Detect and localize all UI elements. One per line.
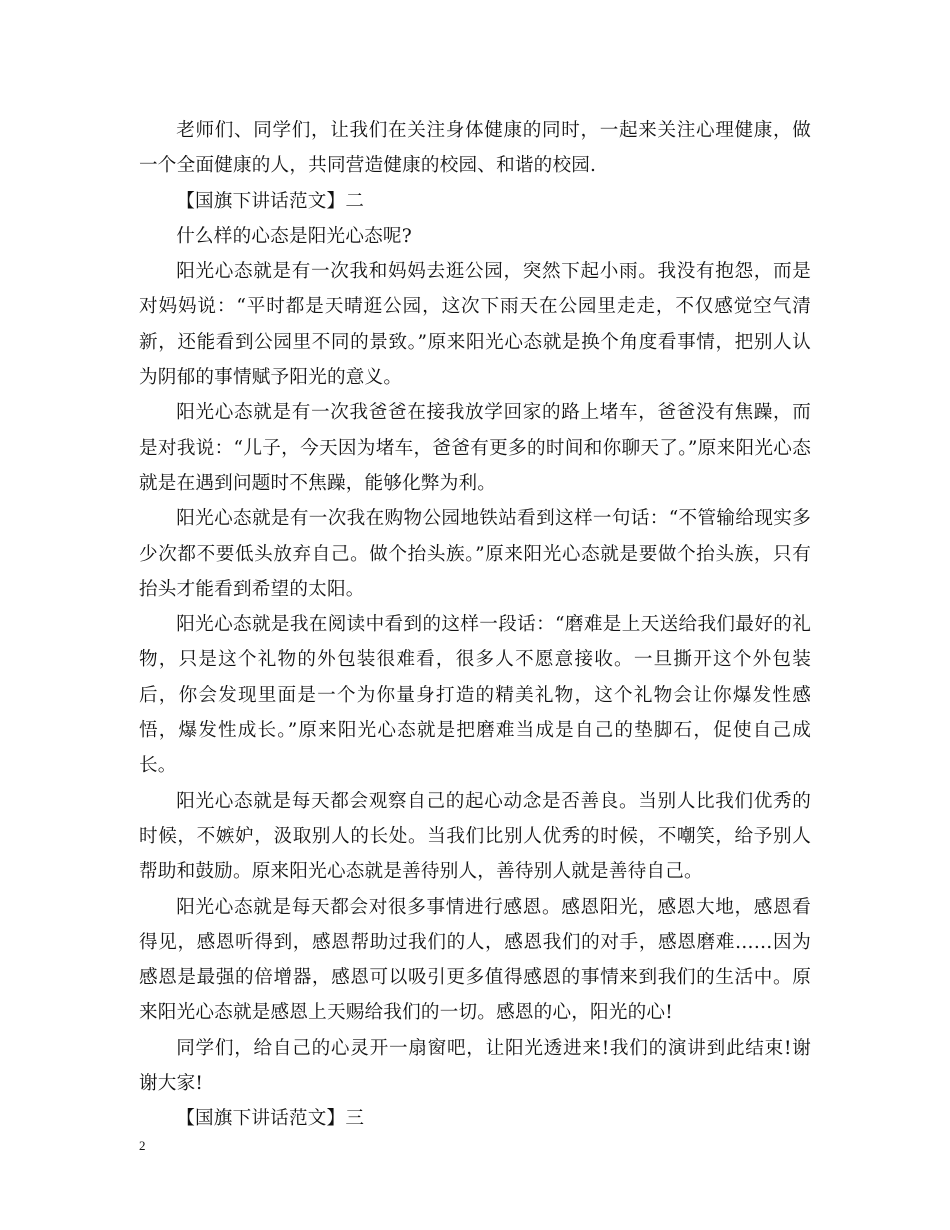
section-heading-two: 【国旗下讲话范文】二 [176,190,365,212]
paragraph-conclusion: 同学们，给自己的心灵开一扇窗吧，让阳光透进来!我们的演讲到此结束!谢谢大家! [139,1037,811,1095]
paragraph-closing-remarks: 老师们、同学们，让我们在关注身体健康的同时，一起来关注心理健康，做一个全面健康的人，共同营造健康的校园、和谐的校园. [139,120,811,177]
page-body [139,113,811,1137]
paragraph-question: 什么样的心态是阳光心态呢? [176,225,412,247]
paragraph-gratitude: 阳光心态就是每天都会对很多事情进行感恩。感恩阳光，感恩大地，感恩看得见，感恩听得到，感恩帮助过我们的人，感恩我们的对手，感恩磨难……因为感恩是最强的倍增器，感恩可以吸引更多值得感恩的事情来到我们的生活中。原来阳光心态就是感恩上天赐给我们的一切。感恩的心，阳光的心! [139,896,811,1024]
section-heading-three: 【国旗下讲话范文】三 [176,1108,365,1130]
paragraph-subway-sign: 阳光心态就是有一次我在购物公园地铁站看到这样一句话：“不管输给现实多少次都不要低头放弃自己。做个抬头族。”原来阳光心态就是要做个抬头族，只有抬头才能看到希望的太阳。 [139,508,811,600]
paragraph-hardship-gift: 阳光心态就是我在阅读中看到的这样一段话：“磨难是上天送给我们最好的礼物，只是这个礼物的外包装很难看，很多人不愿意接收。一旦撕开这个外包装后，你会发现里面是一个为你量身打造的精美礼物，这个礼物会让你爆发性感悟，爆发性成长。”原来阳光心态就是把磨难当成是自己的垫脚石，促使自己成长。 [139,614,811,777]
paragraph-traffic-jam: 阳光心态就是有一次我爸爸在接我放学回家的路上堵车，爸爸没有焦躁，而是对我说：“儿子，今天因为堵车，爸爸有更多的时间和你聊天了。”原来阳光心态就是在遇到问题时不焦躁，能够化弊为利。 [139,402,811,494]
paragraph-kindness: 阳光心态就是每天都会观察自己的起心动念是否善良。当别人比我们优秀的时候，不嫉妒，汲取别人的长处。当我们比别人优秀的时候，不嘲笑，给予别人帮助和鼓励。原来阳光心态就是善待别人，善待别人就是善待自己。 [139,790,811,883]
paragraph-park-rain: 阳光心态就是有一次我和妈妈去逛公园，突然下起小雨。我没有抱怨，而是对妈妈说：“平时都是天晴逛公园，这次下雨天在公园里走走，不仅感觉空气清新，还能看到公园里不同的景致。”原来阳光心态就是换个角度看事情，把别人认为阴郁的事情赋予阳光的意义。 [139,261,811,389]
page-number: 2 [139,1138,146,1153]
